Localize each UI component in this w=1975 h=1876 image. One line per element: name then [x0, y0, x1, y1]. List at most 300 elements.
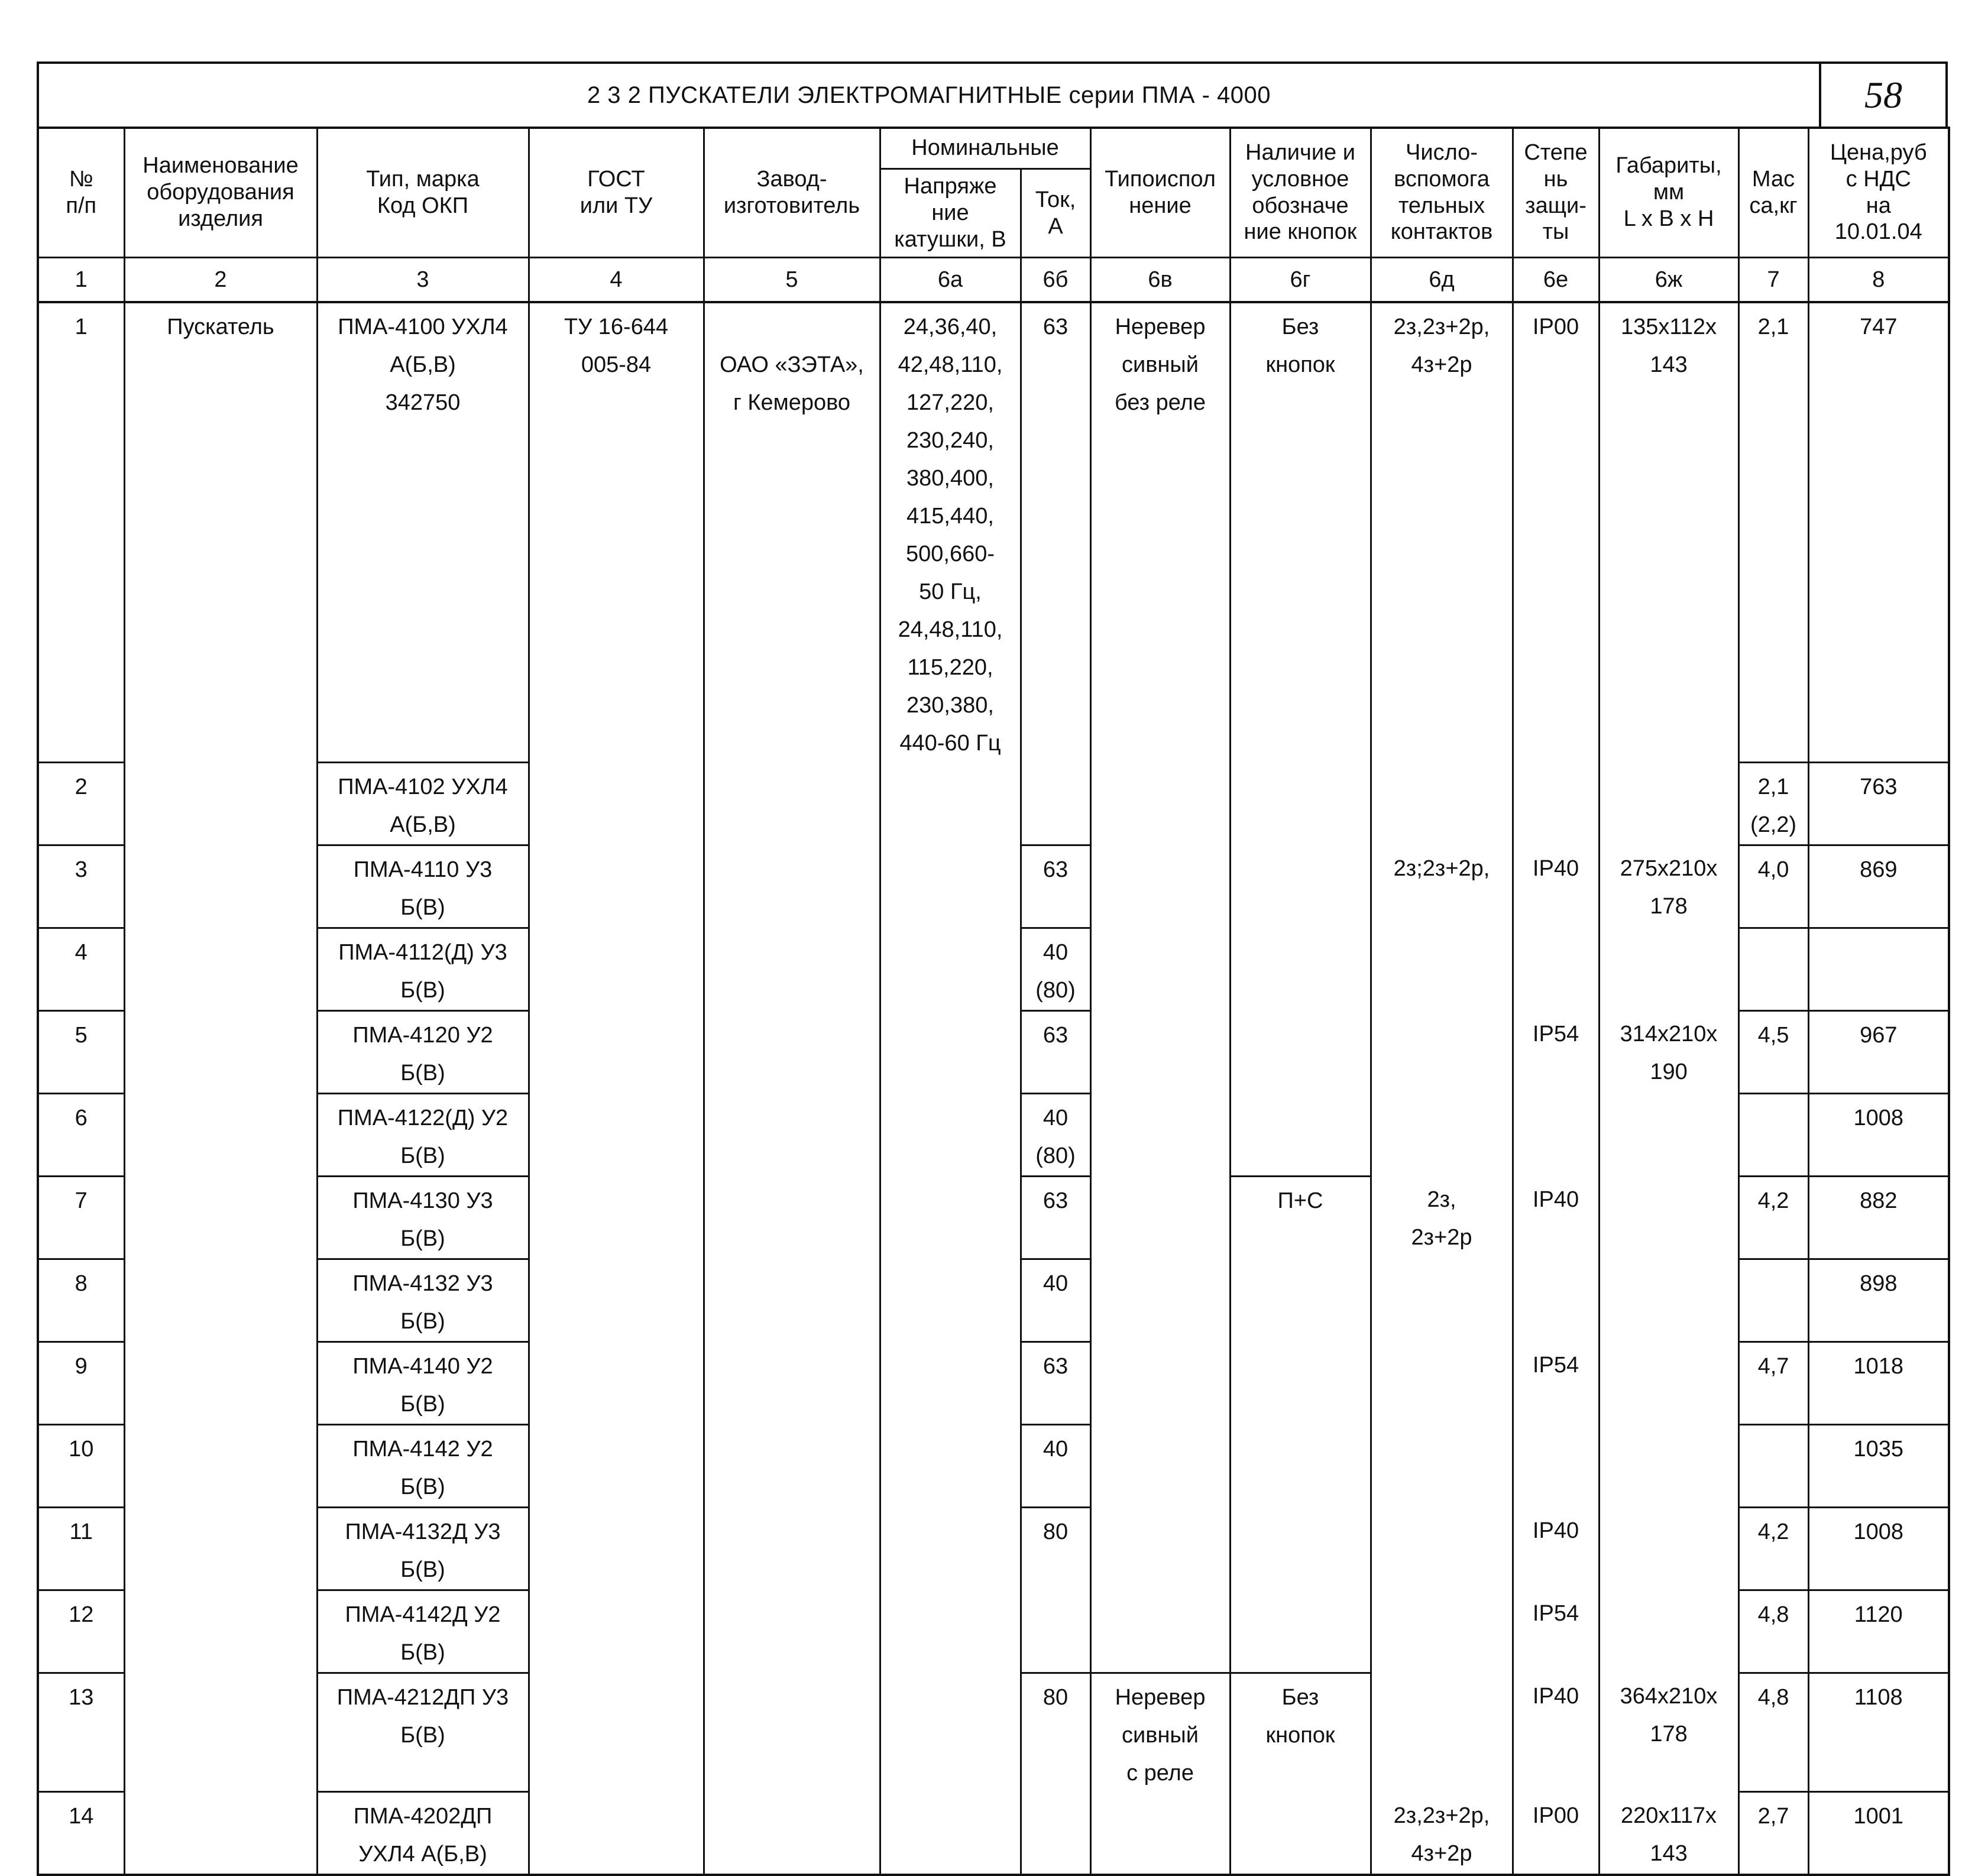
text-line: Б(В) [400, 1474, 445, 1499]
cell-name [124, 1673, 317, 1792]
table-row [38, 1259, 1949, 1342]
text-line: ПМА-4102 УХЛ4 [338, 774, 508, 799]
text-line: 24,48,110, [898, 617, 1003, 642]
cell-voltage [880, 928, 1021, 1010]
cell-mass [1738, 762, 1808, 845]
text-line: № [69, 166, 93, 192]
cell-type [317, 1792, 529, 1875]
cell-price: 763 [1808, 762, 1949, 845]
cell-name [124, 1176, 317, 1259]
cell-voltage [880, 1424, 1021, 1507]
text-line: 4,8 [1757, 1602, 1789, 1627]
text-line: 24,36,40, [903, 315, 998, 339]
text-line: 190 [1650, 1059, 1688, 1084]
cell-type [317, 762, 529, 845]
cell-dimensions [1599, 845, 1738, 928]
table-row [38, 1590, 1949, 1673]
cell-dimensions [1599, 1673, 1738, 1792]
cell-gost [529, 1093, 704, 1176]
cell-name [124, 1792, 317, 1875]
cell-price: 1001 [1808, 1792, 1949, 1875]
cell-voltage [880, 302, 1021, 762]
text-line: са,кг [1749, 193, 1798, 218]
cell-factory [704, 845, 880, 928]
cell-voltage [880, 1342, 1021, 1424]
text-line: ПМА-4110 У3 [353, 857, 493, 882]
cell-execution [1090, 1176, 1230, 1259]
text-line: на [1866, 193, 1891, 218]
cell-protection [1513, 928, 1599, 1010]
cell-number: 9 [38, 1342, 124, 1424]
text-line: 135x112x [1621, 315, 1717, 339]
text-line: ПМА-4122(Д) У2 [337, 1105, 509, 1130]
cell-protection: IP00 [1513, 302, 1599, 762]
cell-current [1021, 1590, 1090, 1673]
cell-current: 40 [1021, 1424, 1090, 1507]
text-line: ТУ 16-644 [564, 315, 669, 339]
table-row [38, 1342, 1949, 1424]
cell-number: 6 [38, 1093, 124, 1176]
cell-name [124, 1259, 317, 1342]
cell-execution [1090, 845, 1230, 928]
text-line: ние кнопок [1244, 219, 1357, 245]
cell-buttons [1230, 1259, 1371, 1342]
cell-mass [1738, 1176, 1808, 1259]
text-line: 143 [1650, 352, 1688, 377]
header-type [317, 128, 529, 258]
cell-dimensions [1599, 1507, 1738, 1590]
text-line: нение [1129, 193, 1192, 218]
text-line: 2з+2р [1411, 1225, 1472, 1250]
cell-buttons [1230, 928, 1371, 1010]
text-line: 143 [1650, 1841, 1688, 1866]
text-line: ты [1542, 219, 1569, 245]
cell-dimensions [1599, 1010, 1738, 1093]
cell-protection: IP54 [1513, 1590, 1599, 1673]
text-line: 005-84 [581, 352, 652, 377]
text-line: или ТУ [579, 193, 653, 218]
cell-number: 13 [38, 1673, 124, 1792]
cell-execution [1090, 928, 1230, 1010]
cell-gost [529, 1342, 704, 1424]
text-line: 42,48,110, [898, 352, 1003, 377]
cell-protection [1513, 1424, 1599, 1507]
text-line: 4з+2р [1411, 1841, 1472, 1866]
text-line: Цена,руб [1830, 140, 1927, 165]
cell-mass [1738, 1590, 1808, 1673]
column-number: 7 [1738, 258, 1808, 303]
cell-buttons [1230, 1673, 1371, 1792]
cell-buttons [1230, 762, 1371, 845]
cell-name [124, 1590, 317, 1673]
text-line: Габариты, [1615, 153, 1722, 179]
column-number: 4 [529, 258, 704, 303]
text-line: Завод- [756, 166, 827, 192]
text-line: Б(В) [400, 1226, 445, 1251]
cell-voltage [880, 1792, 1021, 1875]
cell-price [1808, 928, 1949, 1010]
text-line: 380,400, [906, 466, 994, 491]
text-line: Б(В) [400, 1640, 445, 1665]
text-line: 4,5 [1757, 1022, 1789, 1048]
cell-aux-contacts [1371, 1590, 1513, 1673]
cell-mass [1738, 1093, 1808, 1176]
cell-dimensions [1599, 762, 1738, 845]
page-number: 58 [1819, 64, 1945, 127]
cell-protection: IP54 [1513, 1010, 1599, 1093]
text-line: 220x117x [1621, 1803, 1717, 1828]
text-line: контактов [1390, 219, 1493, 245]
cell-type [317, 1590, 529, 1673]
text-line: Степе [1524, 140, 1588, 165]
text-line: 178 [1650, 1722, 1688, 1747]
cell-name [124, 928, 317, 1010]
cell-price: 898 [1808, 1259, 1949, 1342]
text-line: ПМА-4142 У2 [352, 1436, 493, 1462]
column-number: 6е [1513, 258, 1599, 303]
cell-buttons [1230, 302, 1371, 762]
cell-price: 869 [1808, 845, 1949, 928]
cell-dimensions [1599, 1093, 1738, 1176]
cell-aux-contacts [1371, 1342, 1513, 1424]
cell-number: 1 [38, 302, 124, 762]
cell-aux-contacts [1371, 928, 1513, 1010]
text-line: с реле [1126, 1760, 1194, 1786]
cell-voltage [880, 1507, 1021, 1590]
cell-buttons [1230, 1590, 1371, 1673]
title-bar [37, 61, 1948, 129]
cell-name: Пускатель [124, 302, 317, 762]
cell-price: 1018 [1808, 1342, 1949, 1424]
cell-price: 1008 [1808, 1507, 1949, 1590]
text-line: 2,1 [1757, 315, 1789, 339]
column-number: 3 [317, 258, 529, 303]
cell-name [124, 1342, 317, 1424]
cell-price: 1108 [1808, 1673, 1949, 1792]
text-line: Код ОКП [377, 193, 469, 218]
cell-price: 1120 [1808, 1590, 1949, 1673]
cell-execution [1090, 1792, 1230, 1875]
cell-mass [1738, 1424, 1808, 1507]
cell-type [317, 302, 529, 762]
text-line: 500,660- [905, 542, 995, 566]
cell-voltage [880, 1259, 1021, 1342]
header-price [1808, 128, 1949, 258]
table-row [38, 1507, 1949, 1590]
cell-number: 8 [38, 1259, 124, 1342]
cell-current: 80 [1021, 1507, 1090, 1590]
text-line: 2з,2з+2р, [1393, 315, 1490, 339]
cell-dimensions [1599, 1590, 1738, 1673]
document-page [37, 61, 1948, 1867]
cell-dimensions [1599, 1259, 1738, 1342]
column-number: 6г [1230, 258, 1371, 303]
text-line: Тип, марка [366, 166, 480, 192]
cell-price: 967 [1808, 1010, 1949, 1093]
table-row [38, 845, 1949, 928]
cell-protection [1513, 1093, 1599, 1176]
cell-number: 2 [38, 762, 124, 845]
text-line: Напряже [904, 174, 997, 199]
text-line: Без [1281, 315, 1319, 339]
cell-current: 80 [1021, 1673, 1090, 1792]
text-line: ПМА-4132 У3 [352, 1271, 493, 1296]
cell-gost [529, 1792, 704, 1875]
text-line: ПМА-4202ДП [353, 1804, 493, 1829]
cell-protection [1513, 762, 1599, 845]
cell-factory [704, 762, 880, 845]
cell-protection: IP40 [1513, 1507, 1599, 1590]
text-line: 4,0 [1757, 857, 1789, 882]
cell-buttons [1230, 1342, 1371, 1424]
text-line: Неревер [1115, 1684, 1206, 1710]
text-line: 4,8 [1757, 1684, 1789, 1710]
cell-execution [1090, 1507, 1230, 1590]
cell-mass [1738, 1259, 1808, 1342]
cell-type [317, 1424, 529, 1507]
text-line: 4,2 [1757, 1188, 1789, 1213]
cell-voltage [880, 1176, 1021, 1259]
text-line: 127,220, [906, 390, 994, 415]
text-line: Б(В) [400, 1308, 445, 1334]
table-row [38, 762, 1949, 845]
cell-current [1021, 1792, 1090, 1875]
cell-buttons [1230, 1792, 1371, 1875]
text-line: Наименование [143, 153, 299, 179]
cell-number: 5 [38, 1010, 124, 1093]
cell-type [317, 1507, 529, 1590]
header-factory [704, 128, 880, 258]
cell-factory [704, 1093, 880, 1176]
cell-dimensions [1599, 302, 1738, 762]
table-row [38, 1792, 1949, 1875]
cell-execution [1090, 302, 1230, 762]
text-line: 178 [1650, 894, 1688, 919]
cell-price: 747 [1808, 302, 1949, 762]
text-line: ние [931, 200, 969, 226]
cell-voltage [880, 1010, 1021, 1093]
cell-dimensions [1599, 928, 1738, 1010]
cell-name [124, 1507, 317, 1590]
cell-protection: IP40 [1513, 1176, 1599, 1259]
header-current [1021, 169, 1090, 258]
cell-gost [529, 1010, 704, 1093]
cell-gost [529, 1424, 704, 1507]
cell-mass [1738, 1507, 1808, 1590]
text-line: сивный [1122, 1722, 1199, 1748]
cell-current: 63 [1021, 1176, 1090, 1259]
cell-current: 63 [1021, 1342, 1090, 1424]
text-line: п/п [66, 193, 97, 218]
table-row [38, 1673, 1949, 1792]
table-row [38, 928, 1949, 1010]
text-line: 10.01.04 [1834, 219, 1922, 245]
cell-name [124, 1424, 317, 1507]
cell-factory [704, 302, 880, 762]
text-line: без реле [1115, 390, 1206, 415]
text-line: катушки, В [894, 226, 1006, 252]
cell-mass [1738, 845, 1808, 928]
cell-aux-contacts [1371, 1673, 1513, 1792]
cell-gost [529, 1176, 704, 1259]
header-number [38, 128, 124, 258]
cell-number: 11 [38, 1507, 124, 1590]
column-number: 6ж [1599, 258, 1738, 303]
cell-voltage [880, 1590, 1021, 1673]
text-line: 342750 [385, 390, 461, 415]
header-gost [529, 128, 704, 258]
cell-aux-contacts [1371, 1792, 1513, 1875]
header-dimensions [1599, 128, 1738, 258]
text-line: Б(В) [400, 1557, 445, 1582]
header-nominal-group: Номинальные [880, 128, 1090, 169]
text-line: мм [1653, 180, 1685, 205]
page-title: 2 3 2 ПУСКАТЕЛИ ЭЛЕКТРОМАГНИТНЫЕ серии ПМА - 4000 [587, 82, 1271, 108]
cell-mass [1738, 928, 1808, 1010]
text-line: ПМА-4212ДП У3 [336, 1684, 509, 1710]
cell-type [317, 1093, 529, 1176]
cell-execution [1090, 1673, 1230, 1792]
text-line: условное [1251, 166, 1349, 192]
cell-protection: IP54 [1513, 1342, 1599, 1424]
cell-mass [1738, 1792, 1808, 1875]
text-line: 314x210x [1620, 1022, 1718, 1046]
column-number: 6в [1090, 258, 1230, 303]
cell-aux-contacts [1371, 762, 1513, 845]
cell-execution [1090, 1590, 1230, 1673]
cell-aux-contacts [1371, 1093, 1513, 1176]
cell-aux-contacts [1371, 845, 1513, 928]
cell-factory [704, 1673, 880, 1792]
cell-dimensions [1599, 1176, 1738, 1259]
text-line: А [1048, 213, 1063, 239]
text-line: изделия [178, 206, 263, 231]
cell-type [317, 845, 529, 928]
cell-current [1021, 762, 1090, 845]
cell-execution [1090, 1342, 1230, 1424]
text-line: ОАО «ЗЭТА», [720, 352, 864, 377]
text-line: сивный [1122, 352, 1199, 377]
header-aux-contacts [1371, 128, 1513, 258]
table-body [38, 302, 1949, 1875]
cell-aux-contacts [1371, 1424, 1513, 1507]
text-line: 2з, [1427, 1187, 1456, 1212]
text-line: с НДС [1846, 166, 1911, 192]
cell-gost [529, 762, 704, 845]
cell-voltage [880, 845, 1021, 928]
text-line: ПМА-4120 У2 [352, 1022, 493, 1048]
cell-gost [529, 845, 704, 928]
cell-execution [1090, 1010, 1230, 1093]
cell-buttons [1230, 1424, 1371, 1507]
text-line: Число- [1406, 140, 1478, 165]
text-line: 2з;2з+2р, [1393, 856, 1490, 881]
text-line: 364x210x [1620, 1684, 1718, 1709]
text-line: 2,7 [1757, 1804, 1789, 1829]
text-line: А(Б,В) [390, 352, 456, 377]
cell-dimensions [1599, 1424, 1738, 1507]
cell-buttons [1230, 1093, 1371, 1176]
cell-buttons [1230, 1507, 1371, 1590]
text-line: А(Б,В) [390, 812, 456, 837]
cell-factory [704, 928, 880, 1010]
cell-protection: IP40 [1513, 1673, 1599, 1792]
table-row [38, 302, 1949, 762]
table-row [38, 1176, 1949, 1259]
cell-factory [704, 1424, 880, 1507]
cell-buttons: П+С [1230, 1176, 1371, 1259]
cell-number: 14 [38, 1792, 124, 1875]
column-number-row [38, 258, 1949, 303]
cell-gost [529, 1507, 704, 1590]
cell-factory [704, 1507, 880, 1590]
cell-number: 10 [38, 1424, 124, 1507]
cell-protection: IP00 [1513, 1792, 1599, 1875]
column-number: 5 [704, 258, 880, 303]
cell-factory [704, 1792, 880, 1875]
text-line: (2,2) [1750, 812, 1797, 837]
cell-voltage [880, 1673, 1021, 1792]
cell-current: 40 [1021, 1259, 1090, 1342]
text-line: г Кемерово [733, 390, 851, 415]
text-line: Мас [1751, 166, 1795, 192]
cell-aux-contacts [1371, 1507, 1513, 1590]
text-line: Б(В) [400, 1722, 445, 1748]
cell-price: 1008 [1808, 1093, 1949, 1176]
table-row [38, 1093, 1949, 1176]
header-execution [1090, 128, 1230, 258]
header-name [124, 128, 317, 258]
cell-dimensions [1599, 1342, 1738, 1424]
cell-aux-contacts [1371, 1259, 1513, 1342]
cell-protection: IP40 [1513, 845, 1599, 928]
text-line: оборудования [147, 180, 294, 205]
text-line: кнопок [1265, 352, 1335, 377]
text-line: 115,220, [907, 655, 993, 680]
cell-factory [704, 1590, 880, 1673]
text-line: ПМА-4132Д У3 [345, 1519, 501, 1544]
text-line: Б(В) [400, 895, 445, 920]
text-line: 230,380, [906, 693, 994, 718]
cell-number: 12 [38, 1590, 124, 1673]
cell-name [124, 762, 317, 845]
cell-current: 40 (80) [1021, 1093, 1090, 1176]
header-mass [1738, 128, 1808, 258]
cell-type [317, 1010, 529, 1093]
text-line: 4з+2р [1411, 352, 1472, 377]
cell-type [317, 1342, 529, 1424]
text-line: нь [1543, 166, 1568, 192]
cell-factory [704, 1342, 880, 1424]
text-line: вспомога [1394, 166, 1490, 192]
text-line: 50 Гц, [919, 579, 982, 604]
text-line: 2,1 [1757, 774, 1789, 799]
cell-voltage [880, 1093, 1021, 1176]
text-line: ПМА-4100 УХЛ4 [338, 315, 508, 339]
cell-factory [704, 1176, 880, 1259]
cell-mass [1738, 1010, 1808, 1093]
cell-current: 63 [1021, 845, 1090, 928]
cell-buttons [1230, 1010, 1371, 1093]
cell-name [124, 845, 317, 928]
cell-price: 1035 [1808, 1424, 1949, 1507]
cell-number: 4 [38, 928, 124, 1010]
cell-factory [704, 1259, 880, 1342]
cell-execution [1090, 1259, 1230, 1342]
text-line: Б(В) [400, 1391, 445, 1417]
text-line: Наличие и [1245, 140, 1355, 165]
text-line: ПМА-4140 У2 [352, 1353, 493, 1379]
